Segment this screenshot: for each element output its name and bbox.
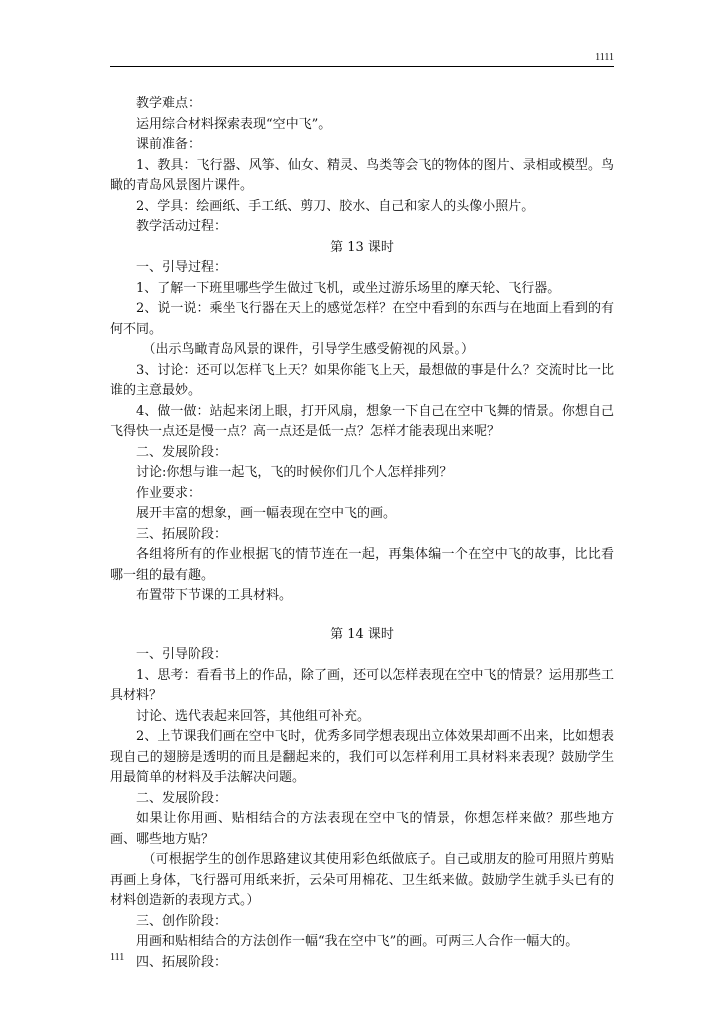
- section-title-lesson-14: 第 14 课时: [330, 626, 394, 642]
- paragraph: 3、讨论：还可以怎样飞上天？如果你能飞上天，最想做的事是什么？交流时比一比谁的主意最妙。: [110, 362, 614, 398]
- paragraph: （可根据学生的创作思路建议其使用彩色纸做底子。自己或朋友的脸可用照片剪贴再画上身体，飞行器可用纸来折，云朵可用棉花、卫生纸来做。鼓励学生就手头已有的材料创造新的表现方式。）: [110, 852, 614, 908]
- paragraph: 2、上节课我们画在空中飞时，优秀多同学想表现出立体效果却画不出来，比如想表现自己的翅膀是透明的而且是翻起来的，我们可以怎样利用工具材料来表现？鼓励学生用最简单的材料及手法解决问题。: [110, 729, 614, 785]
- paragraph: 三、拓展阶段：: [136, 526, 228, 542]
- paragraph: 各组将所有的作业根据飞的情节连在一起，再集体编一个在空中飞的故事，比比看哪一组的最有趣。: [110, 547, 614, 583]
- paragraph: 布置带下节课的工具材料。: [136, 588, 293, 603]
- section-title-lesson-13: 第 13 课时: [330, 239, 394, 255]
- paragraph: 1、教具：飞行器、风筝、仙女、精灵、鸟类等会飞的物体的图片、录相或模型。鸟瞰的青岛风景图片课件。: [110, 157, 614, 193]
- paragraph: 一、引导阶段：: [136, 647, 228, 662]
- paragraph: 作业要求：: [136, 485, 202, 501]
- header-page-number: 1111: [595, 52, 614, 63]
- paragraph: 用画和贴相结合的方法创作一幅“我在空中飞”的画。可两三人合作一幅大的。: [136, 934, 579, 949]
- paragraph: 一、引导过程：: [136, 260, 228, 275]
- paragraph: 如果让你用画、贴相结合的方法表现在空中飞的情景，你想怎样来做？那些地方画、哪些地方贴？: [110, 811, 614, 847]
- paragraph: 教学难点：: [136, 96, 202, 111]
- paragraph: 1、了解一下班里哪些学生做过飞机，或坐过游乐场里的摩天轮、飞行器。: [136, 280, 561, 296]
- paragraph: 四、拓展阶段：: [136, 954, 228, 970]
- paragraph: 教学活动过程：: [136, 219, 228, 234]
- paragraph: 运用综合材料探索表现“空中飞”。: [136, 116, 332, 132]
- paragraph: （出示鸟瞰青岛风景的课件，引导学生感受俯视的风景。）: [142, 342, 475, 357]
- paragraph: 二、发展阶段：: [136, 444, 228, 460]
- paragraph: 讨论:你想与谁一起飞，飞的时候你们几个人怎样排列？: [136, 465, 453, 480]
- paragraph: 2、说一说：乘坐飞行器在天上的感觉怎样？在空中看到的东西与在地面上看到的有何不同。: [110, 301, 614, 337]
- paragraph: 1、思考：看看书上的作品，除了画，还可以怎样表现在空中飞的情景？运用那些工具材料？: [110, 667, 614, 703]
- paragraph: 三、创作阶段：: [136, 913, 228, 929]
- paragraph: 2、学具：绘画纸、手工纸、剪刀、胶水、自己和家人的头像小照片。: [136, 198, 535, 214]
- header-divider: [110, 66, 614, 67]
- paragraph: 课前准备：: [136, 137, 202, 152]
- paragraph: 讨论、选代表起来回答，其他组可补充。: [136, 708, 371, 724]
- document-body: [110, 94, 614, 973]
- paragraph: 展开丰富的想象，画一幅表现在空中飞的画。: [136, 506, 397, 521]
- paragraph: 4、做一做：站起来闭上眼，打开风扇，想象一下自己在空中飞舞的情景。你想自己飞得快一点还是慢一点？高一点还是低一点？怎样才能表现出来呢？: [110, 403, 614, 439]
- paragraph: 二、发展阶段：: [136, 790, 228, 806]
- section-spacer: [110, 607, 614, 625]
- footer-page-number: 111: [110, 952, 125, 963]
